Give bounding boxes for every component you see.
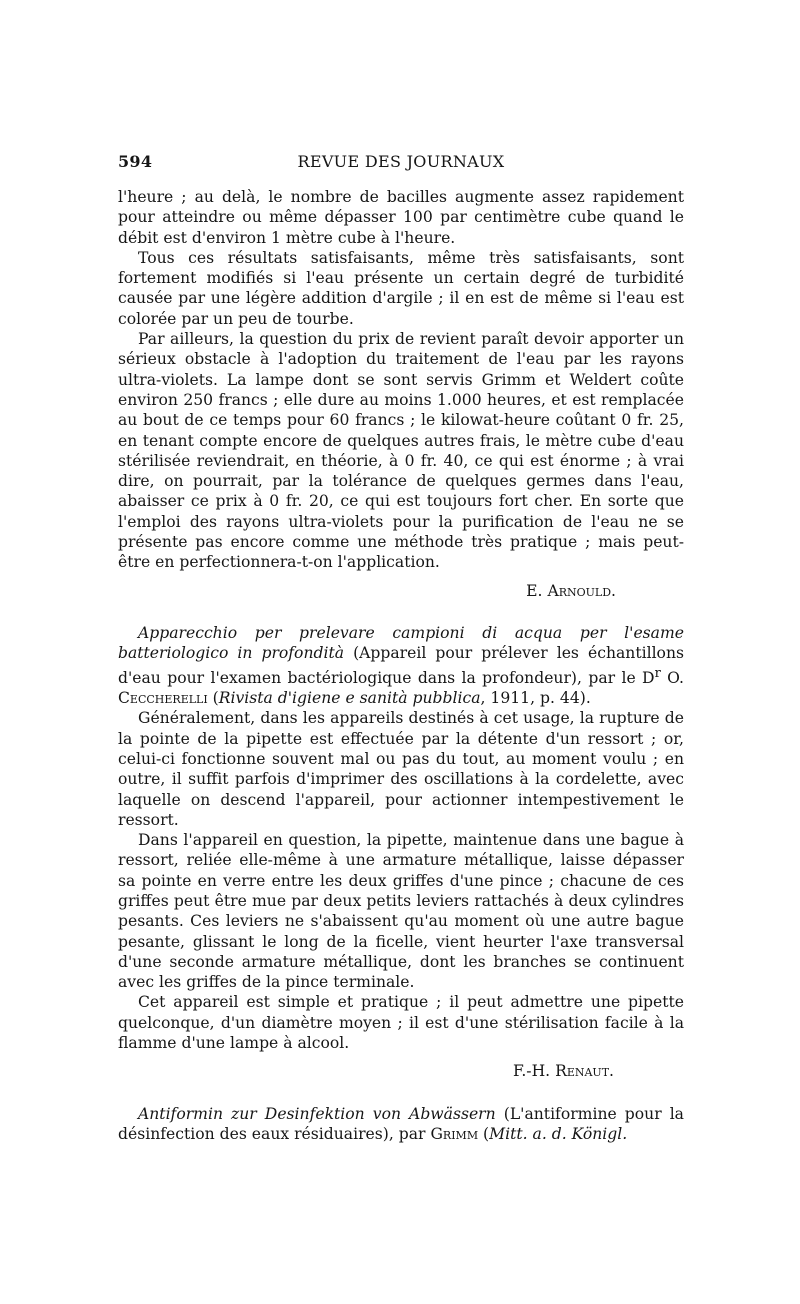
signature-text: F.-H. Renaut. bbox=[512, 1062, 614, 1081]
page-body bbox=[118, 187, 684, 1144]
section-gap bbox=[118, 1082, 684, 1104]
running-title: REVUE DES JOURNAUX bbox=[297, 152, 505, 171]
title-author: Grimm bbox=[430, 1124, 479, 1143]
page-header bbox=[118, 152, 684, 176]
author-signature bbox=[118, 1061, 684, 1081]
title-author-initial: O. bbox=[660, 668, 684, 687]
section-gap bbox=[118, 601, 684, 623]
title-french: (Appareil pour prélever les échantillons d'eau pour l'examen bactériologique dans la profondeur), par le D bbox=[118, 644, 684, 687]
paragraph: Cet appareil est simple et pratique ; il peut admettre une pipette quelconque, d'un diamètre moyen ; il est d'une stérilisation facile à la flamme d'une lampe à alcool. bbox=[118, 993, 684, 1053]
title-italian: Apparecchio per prelevare campioni di acqua per l'esame batteriologico in profondità bbox=[118, 623, 684, 663]
title-journal: Rivista d'igiene e sanità pubblica bbox=[218, 689, 481, 708]
paragraph: Tous ces résultats satisfaisants, même très satisfaisants, sont fortement modifiés si l'eau présente un certain degré de turbidité causée par une légère addition d'argile ; il en est de même si l'eau est colorée par un peu de tourbe. bbox=[118, 248, 684, 328]
paragraph: l'heure ; au delà, le nombre de bacilles augmente assez rapidement pour atteindre ou même dépasser 100 par centimètre cube quand le débit est d'environ 1 mètre cube à l'heure. bbox=[118, 188, 684, 247]
author-signature bbox=[118, 581, 684, 601]
title-open-paren: ( bbox=[478, 1124, 490, 1143]
title-german: Antiformin zur Desinfektion von Abwässern bbox=[138, 1104, 496, 1123]
title-journal: Mitt. a. d. Königl. bbox=[489, 1124, 628, 1143]
title-reference: , 1911, p. 44). bbox=[480, 689, 591, 708]
paragraph: Généralement, dans les appareils destinés à cet usage, la rupture de la pointe de la pipette est effectuée par la détente d'un ressort ; or, celui-ci fonctionne souvent mal ou pas du tout, au moment voulu ; en outre, il suffit parfois d'imprimer des oscillations à la cordelette, avec laquelle on descend l'appareil, pour actionner intempestivement le ressort. bbox=[118, 709, 684, 829]
signature-text: E. Arnould. bbox=[526, 581, 616, 600]
article-title bbox=[118, 623, 684, 708]
paragraph: Par ailleurs, la question du prix de revient paraît devoir apporter un sérieux obstacle à l'adoption du traitement de l'eau par les rayons ultra-violets. La lampe dont se sont servis Grimm et Weldert coûte environ 250 francs ; elle dure au moins 1.000 heures, et est remplacée au bout de ce temps pour 60 francs ; le kilowat-heure coûtant 0 fr. 25, en tenant compte encore de quelques autres frais, le mètre cube d'eau stérilisée reviendrait, en théorie, à 0 fr. 40, ce qui est énorme ; à vrai dire, on pourrait, par la tolérance de quelques germes dans l'eau, abaisser ce prix à 0 fr. 20, ce qui est toujours fort cher. En sorte que l'emploi des rayons ultra-violets pour la purification de l'eau ne se présente pas encore comme une méthode très pratique ; mais peut-être en perfectionnera-t-on l'application. bbox=[118, 330, 684, 572]
title-dr-superscript: r bbox=[654, 665, 661, 681]
article-title bbox=[118, 1104, 684, 1145]
paragraph: Dans l'appareil en question, la pipette, maintenue dans une bague à ressort, reliée elle-même à une armature métallique, laisse dépasser sa pointe en verre entre les deux griffes d'une pince ; chacune de ces griffes peut être mue par deux petits leviers rattachés à deux cylindres pesants. Ces leviers ne s'abaissent qu'au moment où une autre bague pesante, glissant le long de la ficelle, vient heurter l'axe transversal d'une seconde armature métallique, dont les branches se continuent avec les griffes de la pince terminale. bbox=[118, 831, 684, 992]
title-author: Ceccherelli bbox=[118, 689, 208, 708]
title-open-paren: ( bbox=[207, 689, 219, 708]
page-number: 594 bbox=[118, 152, 153, 171]
title-french: (L'antiformine pour la désinfection des eaux résiduaires), par bbox=[118, 1104, 684, 1143]
